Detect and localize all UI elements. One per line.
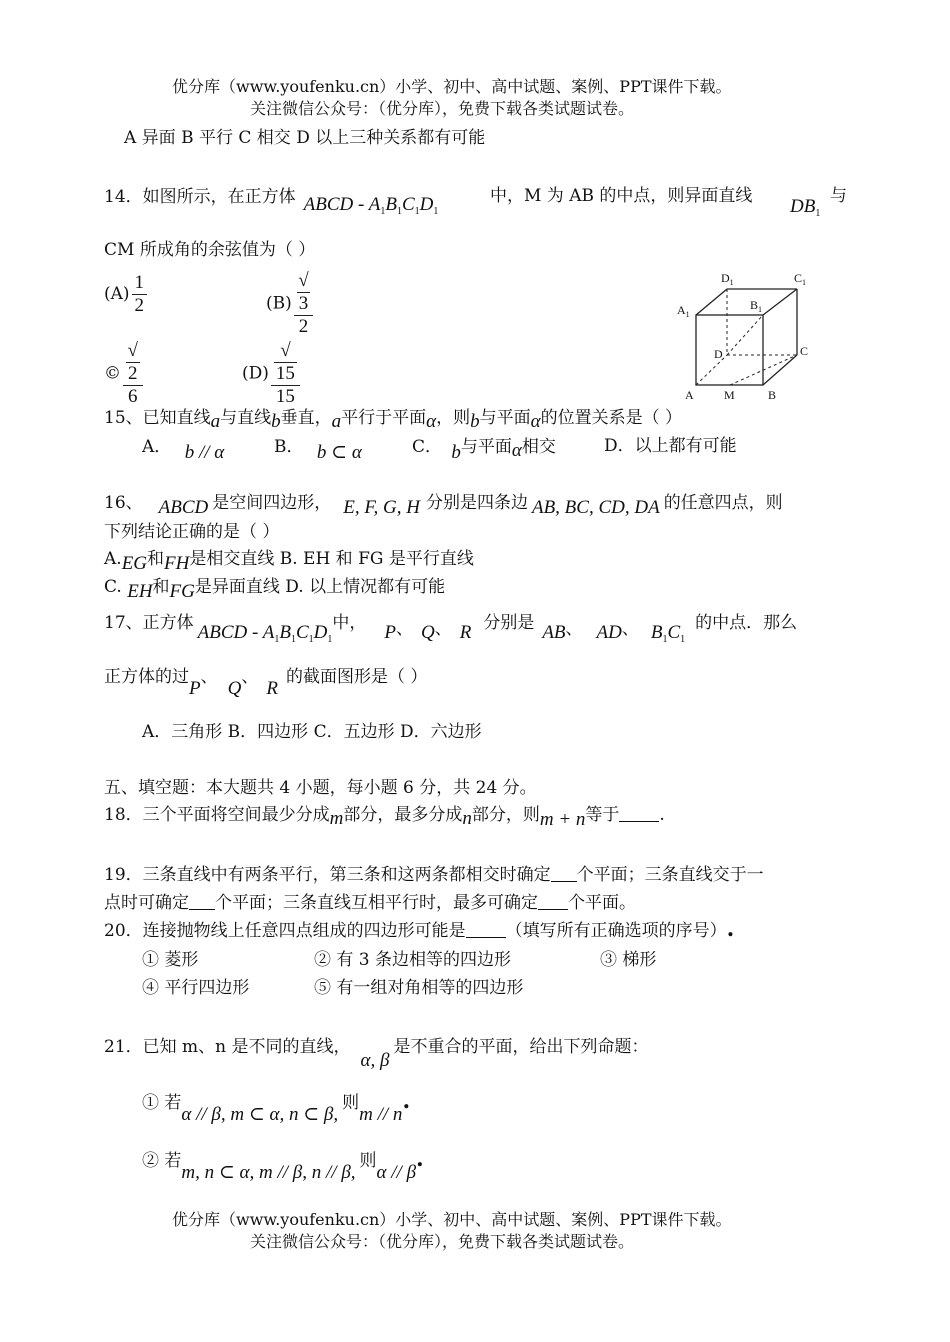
header-line-2: 关注微信公众号：（优分库），免费下载各类试题试卷。 [250,99,635,118]
q19-line1: 19．三条直线中有两条平行，第三条和这两条都相交时确定 个平面；三条直线交于一 [104,865,764,885]
q20-option-4: ④ 平行四边形 [142,978,250,998]
q17-stem: 17、正方体 ABCD - $A_1B_1C_1D_1$中， P、 Q、 R 分别是 AB、 AD、 $B_1C_1$的中点．那么 [104,613,798,645]
q17-line2: 正方体的过P、Q、R的截面图形是（ ） [104,667,428,699]
q14-line1-mid: 中，M 为 AB 的中点，则异面直线 [490,186,753,206]
q17-options: A．三角形 B．四边形 C．五边形 D．六边形 [142,722,482,742]
q15-option-d: D．以上都有可能 [604,436,737,456]
q19-blank-2[interactable] [189,892,215,910]
q20-stem: 20．连接抛物线上任意四点组成的四边形可能是 （填写所有正确选项的序号）. [104,916,735,942]
q18-blank[interactable] [619,804,659,822]
q15-option-b: B． b ⊂ α [274,437,362,463]
cube-edge-b1c1 [763,289,797,315]
q15-stem: 15、已知直线a与直线b垂直，a平行于平面α，则b与平面α的位置关系是（ ） [104,408,683,432]
cube-diagonal-db1 [727,315,763,355]
q14-option-c: © √ 2 6 [104,340,145,408]
cube-edge-a1d1 [696,289,727,315]
label-a: A [685,388,694,402]
label-b: B [768,388,777,402]
q16-options-cd: C. EH和FG是异面直线 D. 以上情况都有可能 [104,577,446,602]
footer-line-1: 优分库（www.youfenku.cn）小学、初中、高中试题、案例、PPT课件下载。 [172,1210,732,1229]
q19-line2: 点时可确定 个平面；三条直线互相平行时，最多可确定 个平面。 [104,893,636,913]
q14-option-a: (A) $\frac{1}{2}$ [104,272,149,317]
footer-line-2: 关注微信公众号：（优分库），免费下载各类试题试卷。 [250,1232,635,1251]
q14-line2: CM 所成角的余弦值为（ ） [104,240,316,260]
q21-stem: 21．已知 m、n 是不同的直线，α, β是不重合的平面，给出下列命题： [104,1037,649,1071]
q18: 18．三个平面将空间最少分成m部分，最多分成n部分，则m + n等于 . [104,805,665,830]
q14-db1: $DB_1$ [790,196,821,219]
cube-edge-bc [763,355,797,385]
q15-option-c: C． b与平面α相交 [412,437,556,463]
q14-option-d: (D) √ 15 15 [242,340,302,408]
q19-blank-3[interactable] [538,892,568,910]
q16-line2: 下列结论正确的是（ ） [104,522,280,542]
q15-option-a: A． b // α [142,437,225,463]
q20-option-3: ③ 梯形 [600,950,657,970]
label-m: M [724,388,735,402]
q16-options-ab: A.EG和FH是相交直线 B. EH 和 FG 是平行直线 [104,549,474,574]
q21-proposition-1: ① 若α // β, m ⊂ α, n ⊂ β,则m // n. [142,1088,411,1125]
q16-stem: 16、 ABCD 是空间四边形， E, F, G, H 分别是四条边 AB, BC, CD, DA 的任意四点，则 [104,493,783,518]
cube-figure [670,265,820,405]
label-a1: $A_1$ [677,303,690,319]
q20-option-2: ② 有 3 条边相等的四边形 [314,950,512,970]
header-line-1: 优分库（www.youfenku.cn）小学、初中、高中试题、案例、PPT课件下载。 [172,77,732,96]
section-5-title: 五、填空题：本大题共 4 小题，每小题 6 分，共 24 分。 [104,778,537,798]
label-b1: $B_1$ [750,298,763,314]
label-d: D [714,347,723,361]
q14-line1: 14．如图所示，在正方体 ABCD - $A_1B_1C_1D_1$ [104,187,439,217]
q19-blank-1[interactable] [551,864,577,882]
label-c1: $C_1$ [794,271,807,287]
label-d1: $D_1$ [721,271,734,287]
q20-option-5: ⑤ 有一组对角相等的四边形 [314,978,524,998]
q14-option-b: (B) √ 3 2 [266,270,315,338]
q14-tail: 与 [830,186,847,206]
q20-blank[interactable] [466,920,506,938]
label-c: C [800,344,809,358]
q13-options: A 异面 B 平行 C 相交 D 以上三种关系都有可能 [124,128,486,148]
q21-proposition-2: ② 若m, n ⊂ α, m // β, n // β,则α // β. [142,1146,424,1183]
q20-option-1: ① 菱形 [142,950,199,970]
